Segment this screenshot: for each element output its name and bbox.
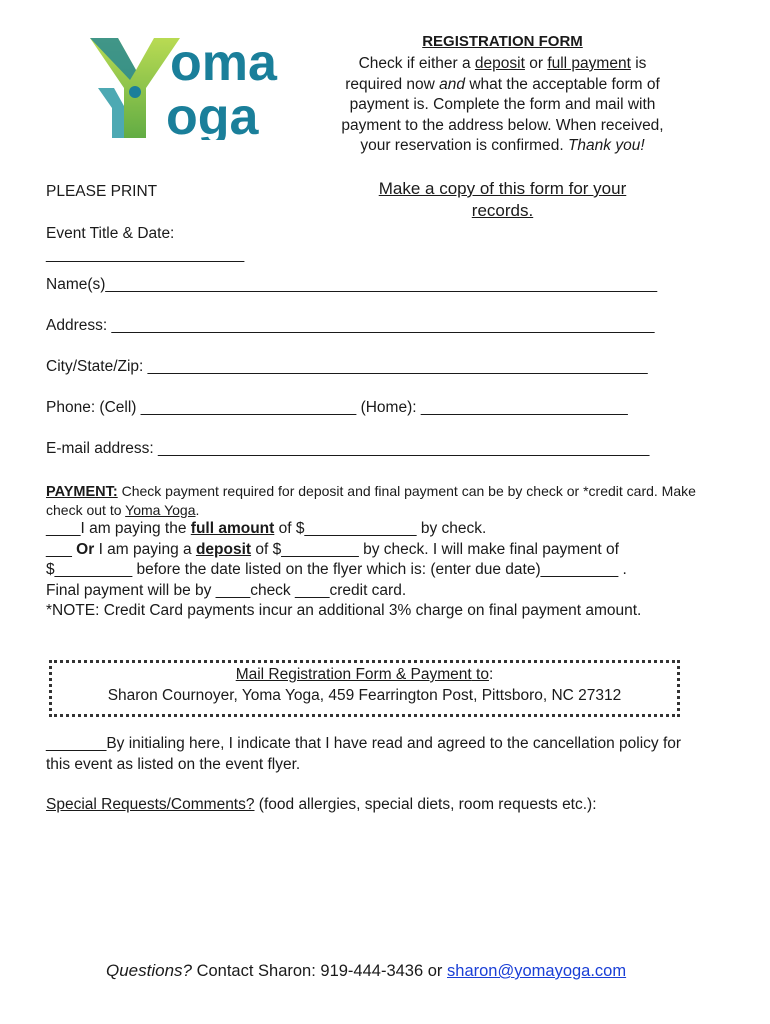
mail-address: Sharon Cournoyer, Yoma Yoga, 459 Fearrington Post, Pittsboro, NC 27312 bbox=[107, 687, 622, 704]
deposit-line[interactable]: ___ Or I am paying a deposit of $_________ by check. I will make final payment of bbox=[46, 540, 619, 558]
svg-text:oga: oga bbox=[166, 88, 259, 140]
payment-intro: PAYMENT: Check payment required for deposit and final payment can be by check or *credit card. Make check out to Yoma Yoga. bbox=[46, 483, 696, 518]
event-title-label: Event Title & Date: bbox=[46, 225, 175, 242]
contact-email-link[interactable]: sharon@yomayoga.com bbox=[447, 962, 627, 980]
cancellation-initial-line[interactable]: _______By initialing here, I indicate that I have read and agreed to the cancellation policy for this event as listed on the event flyer. bbox=[46, 735, 682, 773]
special-requests-label[interactable]: Special Requests/Comments? (food allergies, special diets, room requests etc.): bbox=[46, 796, 597, 813]
copy-note: Make a copy of this form for your records. bbox=[378, 179, 627, 220]
event-title-field[interactable]: _______________________ bbox=[46, 246, 245, 263]
please-print-label: PLEASE PRINT bbox=[46, 183, 158, 200]
email-field[interactable]: E-mail address: _________________________________________________________ bbox=[46, 440, 650, 457]
full-payment-line[interactable]: ____I am paying the full amount of $_____________ by check. bbox=[46, 520, 487, 537]
name-field[interactable]: Name(s)________________________________________________________________ bbox=[46, 276, 658, 293]
credit-card-note: *NOTE: Credit Card payments incur an additional 3% charge on final payment amount. bbox=[46, 602, 642, 620]
yoma-yoga-logo bbox=[88, 30, 288, 140]
logo-graphic bbox=[88, 30, 288, 140]
address-field[interactable]: Address: _______________________________________________________________ bbox=[46, 317, 655, 334]
deposit-due-line[interactable]: $_________ before the date listed on the flyer which is: (enter due date)_________ . bbox=[46, 561, 627, 579]
registration-form-title: REGISTRATION FORM bbox=[422, 33, 583, 50]
contact-line: Questions? Contact Sharon: 919-444-3436 or sharon@yomayoga.com bbox=[106, 961, 627, 980]
svg-text:oma: oma bbox=[170, 34, 277, 92]
city-state-zip-field[interactable]: City/State/Zip: __________________________________________________________ bbox=[46, 358, 648, 375]
phone-field[interactable]: Phone: (Cell) _________________________ (Home): ________________________ bbox=[46, 399, 628, 416]
mail-title: Mail Registration Form & Payment to: bbox=[235, 666, 494, 683]
payment-options bbox=[46, 519, 726, 622]
registration-instructions: Check if either a deposit or full payment is required now and what the acceptable form of payment is. Complete the form and mail with payment to the address below. When received, your reservation is confirmed. Thank you! bbox=[341, 55, 664, 154]
final-payment-method-line[interactable]: Final payment will be by ____check ____credit card. bbox=[46, 581, 407, 599]
